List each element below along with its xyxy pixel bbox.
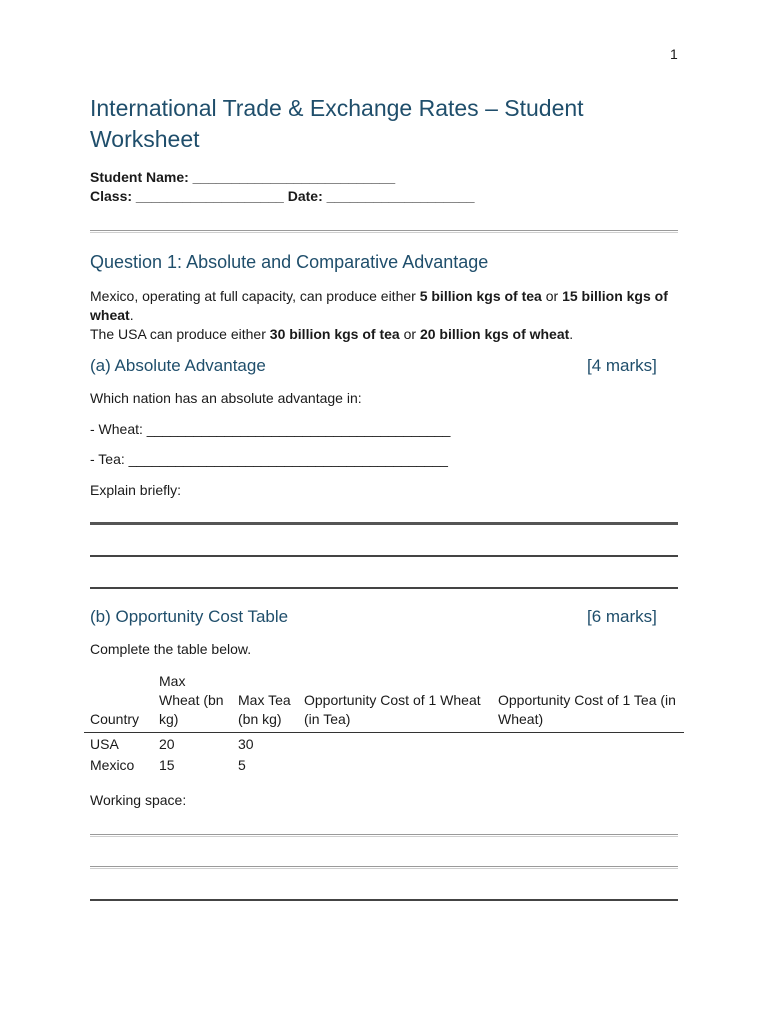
working-line[interactable] xyxy=(90,899,678,901)
intro-bold: 15 billion kgs of wheat xyxy=(90,288,668,323)
column-header: Country xyxy=(84,672,153,733)
table-cell: Mexico xyxy=(90,757,135,773)
answer-line[interactable] xyxy=(90,555,678,557)
intro-text: Mexico, operating at full capacity, can produce either xyxy=(90,288,420,304)
answer-line[interactable] xyxy=(90,522,678,525)
question1-intro xyxy=(90,287,680,344)
intro-bold: 5 billion kgs of tea xyxy=(419,288,542,304)
part-a-heading: (a) Absolute Advantage xyxy=(90,356,266,375)
intro-text: . xyxy=(569,326,574,342)
intro-text: or xyxy=(541,288,563,304)
table-cell-answer[interactable] xyxy=(492,733,684,755)
table-cell: 5 xyxy=(238,757,246,773)
section-divider xyxy=(90,230,678,233)
part-a-prompt: Which nation has an absolute advantage in: xyxy=(90,390,362,406)
working-line[interactable] xyxy=(90,866,678,869)
answer-line[interactable] xyxy=(90,587,678,589)
table-header-row xyxy=(84,672,684,733)
intro-text: or xyxy=(399,326,420,342)
part-b-prompt: Complete the table below. xyxy=(90,641,252,657)
working-space-label: Working space: xyxy=(90,792,187,808)
student-name-field: Student Name: __________________________ xyxy=(90,169,396,185)
intro-bold: 20 billion kgs of wheat xyxy=(419,326,570,342)
column-header: Opportunity Cost of 1 Wheat (in Tea) xyxy=(298,672,492,733)
wheat-answer-line[interactable]: - Wheat: _______________________________________ xyxy=(90,421,451,437)
question1-heading: Question 1: Absolute and Comparative Advantage xyxy=(90,252,489,272)
part-a-marks: [4 marks] xyxy=(587,356,657,375)
working-line[interactable] xyxy=(90,834,678,837)
table-cell: 30 xyxy=(238,736,254,752)
page-number: 1 xyxy=(670,46,678,62)
intro-text: . xyxy=(129,307,134,323)
intro-text: The USA can produce either xyxy=(90,326,270,342)
table-row xyxy=(84,733,684,755)
table-cell: 15 xyxy=(159,757,175,773)
table-cell-answer[interactable] xyxy=(492,754,684,775)
opportunity-cost-table xyxy=(84,672,684,775)
column-header: Max Wheat (bn kg) xyxy=(153,672,232,733)
class-date-field: Class: ___________________ Date: ___________________ xyxy=(90,188,475,204)
table-cell-answer[interactable] xyxy=(298,733,492,755)
table-cell: USA xyxy=(90,736,119,752)
part-b-heading: (b) Opportunity Cost Table xyxy=(90,607,289,626)
intro-bold: 30 billion kgs of tea xyxy=(269,326,400,342)
column-header: Opportunity Cost of 1 Tea (in Wheat) xyxy=(492,672,684,733)
table-cell-answer[interactable] xyxy=(298,754,492,775)
table-row xyxy=(84,754,684,775)
table-cell: 20 xyxy=(159,736,175,752)
explain-prompt: Explain briefly: xyxy=(90,482,182,498)
worksheet-title: International Trade & Exchange Rates – Student Worksheet xyxy=(90,95,584,152)
tea-answer-line[interactable]: - Tea: _________________________________________ xyxy=(90,451,448,467)
column-header: Max Tea (bn kg) xyxy=(232,672,298,733)
part-b-marks: [6 marks] xyxy=(587,607,657,626)
